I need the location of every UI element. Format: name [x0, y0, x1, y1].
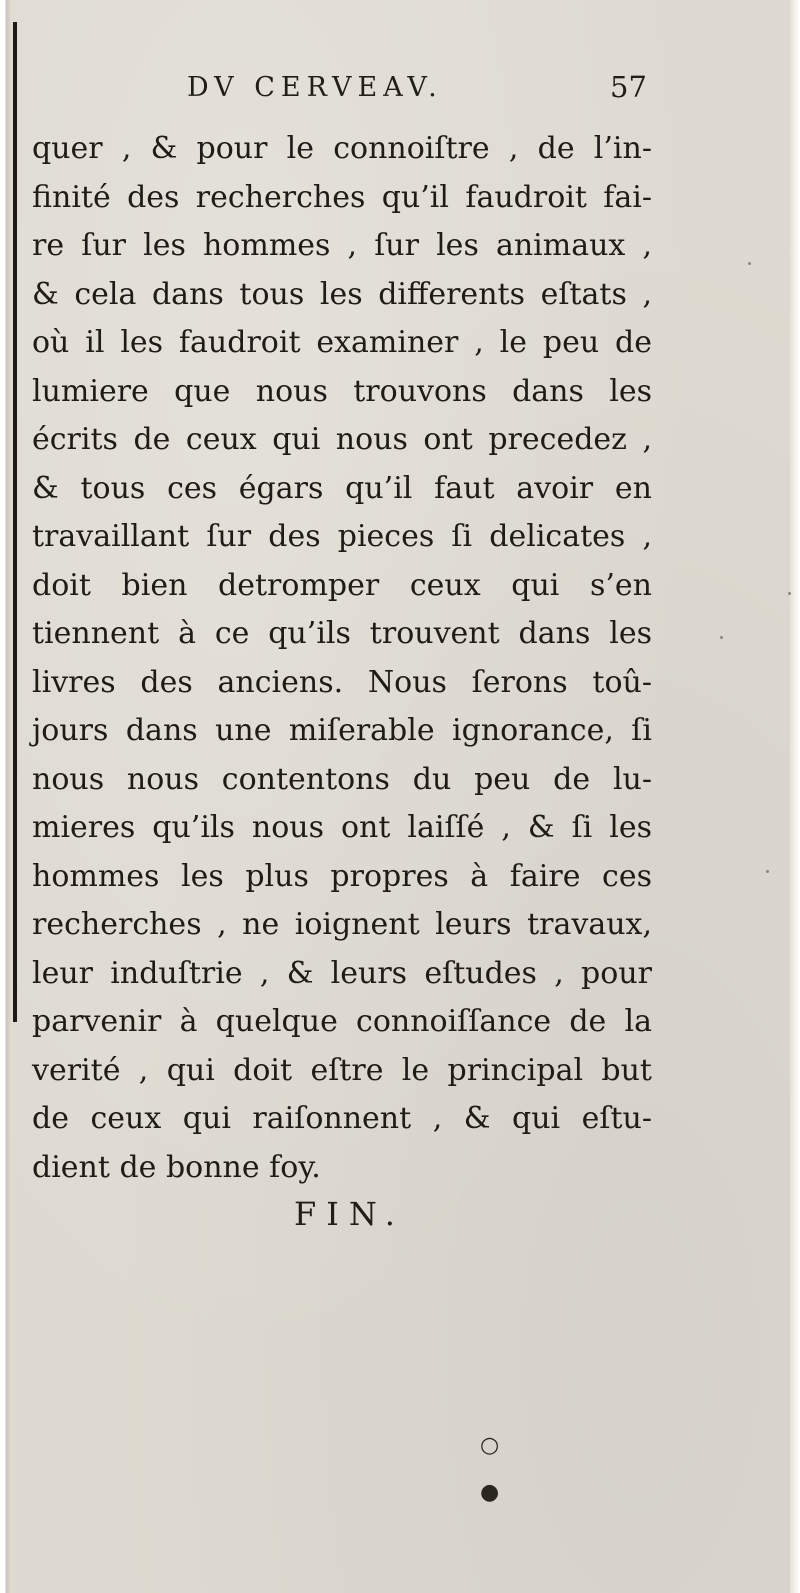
- paper-speck: [720, 636, 723, 639]
- text-line: verité , qui doit eſtre le principal but: [32, 1052, 652, 1088]
- text-line: jours dans une miſerable ignorance, ſi: [32, 713, 652, 748]
- text-line: hommes les plus propres à faire ces: [32, 858, 652, 894]
- text-line: finité des recherches qu’il faudroit fai-: [32, 179, 652, 215]
- text-line: nous nous contentons du peu de lu-: [32, 761, 652, 797]
- page-number: 57: [610, 70, 647, 104]
- gutter-shadow-line: [13, 22, 17, 1022]
- paper-speck: [788, 592, 791, 595]
- text-line-last: dient de bonne foy.: [32, 1149, 321, 1185]
- text-line: & cela dans tous les differents eſtats ,: [32, 276, 652, 312]
- text-line: recherches , ne ioignent leurs travaux,: [32, 907, 652, 942]
- text-line: doit bien detromper ceux qui s’en: [32, 567, 652, 603]
- ink-mark: ○: [480, 1433, 500, 1458]
- text-line: quer , & pour le connoiſtre , de l’in-: [32, 131, 652, 166]
- binding-edge: [0, 0, 12, 1593]
- ink-mark: ●: [480, 1480, 500, 1505]
- text-line: où il les faudroit examiner , le peu de: [32, 325, 652, 360]
- text-line: livres des anciens. Nous ſerons toû-: [32, 664, 652, 700]
- text-line: & tous ces égars qu’il faut avoir en: [32, 470, 652, 506]
- text-line: mieres qu’ils nous ont laiſſé , & ſi les: [32, 810, 652, 845]
- text-line: re ſur les hommes , ſur les animaux ,: [32, 228, 652, 263]
- text-line: leur induſtrie , & leurs eſtudes , pour: [32, 955, 652, 991]
- text-line: lumiere que nous trouvons dans les: [32, 373, 652, 409]
- text-line: de ceux qui raiſonnent , & qui eſtu-: [32, 1101, 652, 1136]
- paper-speck: [766, 870, 769, 873]
- closing-fin: FIN.: [294, 1195, 405, 1233]
- body-text: [32, 125, 652, 1192]
- page-right-edge: [790, 0, 800, 1593]
- text-line: travaillant ſur des pieces ſi delicates ,: [32, 519, 652, 554]
- paper-speck: [748, 262, 751, 265]
- text-line: parvenir à quelque connoiſſance de la: [32, 1004, 652, 1039]
- running-head: DV CERVEAV.: [187, 72, 443, 103]
- text-line: tiennent à ce qu’ils trouvent dans les: [32, 616, 652, 651]
- text-line: écrits de ceux qui nous ont precedez ,: [32, 422, 652, 457]
